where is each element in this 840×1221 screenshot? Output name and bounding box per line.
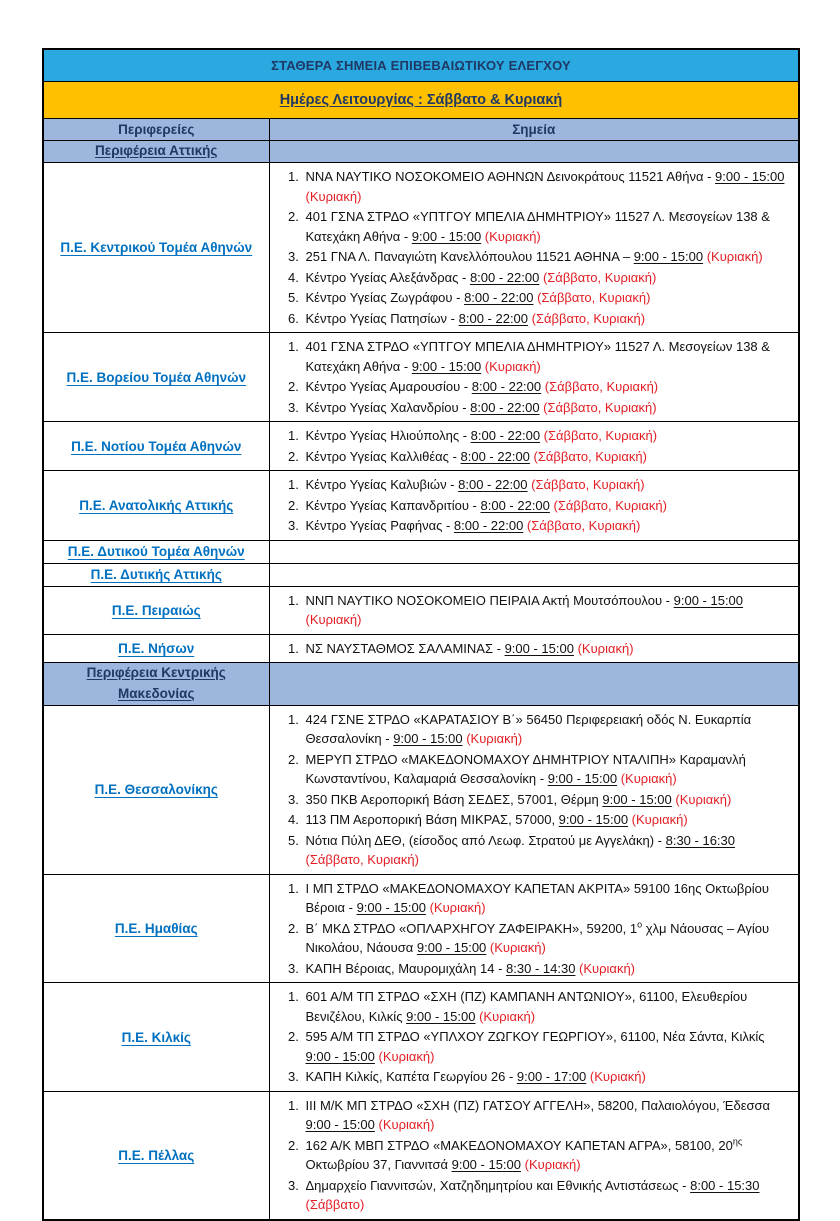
point-days: (Σάββατο, Κυριακή) <box>527 477 645 492</box>
region-link[interactable]: Π.Ε. Κιλκίς <box>121 1029 191 1045</box>
point-text: ΝΝΑ ΝΑΥΤΙΚΟ ΝΟΣΟΚΟΜΕΙΟ ΑΘΗΝΩΝ Δεινοκράτους 11521 Αθήνα - <box>305 169 716 184</box>
point-hours: 9:00 - 15:00 <box>602 791 672 807</box>
point-days: (Σάββατο) <box>305 1197 365 1213</box>
point-text: χλμ Νάουσας – Αγίου Νικολάου, Νάουσα <box>305 920 770 956</box>
point-days: (Σάββατο, Κυριακή) <box>533 290 651 305</box>
point-days: (Σάββατο, Κυριακή) <box>540 428 658 443</box>
section-header-cell <box>43 663 269 706</box>
points-cell <box>269 163 799 333</box>
point-hours: 9:00 - 15:00 <box>406 1008 476 1024</box>
point-hours: 9:00 - 15:00 <box>356 900 426 916</box>
points-list <box>270 426 791 466</box>
point-days: (Σάββατο, Κυριακή) <box>539 269 657 285</box>
region-link[interactable]: Π.Ε. Δυτικού Τομέα Αθηνών <box>67 544 245 559</box>
point-text: 401 ΓΣΝΑ ΣΤΡΔΟ «ΥΠΤΓΟΥ ΜΠΕΛΙΑ ΔΗΜΗΤΡΙΟΥ» 11527 Λ. Μεσογείων 138 & Κατεχάκη Αθήνα - <box>305 339 770 374</box>
subtitle-row <box>43 82 799 119</box>
point-days: (Κυριακή) <box>475 1008 536 1024</box>
point-text: ΜΕΡΥΠ ΣΤΡΔΟ «ΜΑΚΕΔΟΝΟΜΑΧΟΥ ΔΗΜΗΤΡΙΟΥ ΝΤΑΛΙΠΗ» Καραμανλή Κωνσταντίνου, Καλαμαριά Θεσσαλονίκη - <box>305 751 746 787</box>
table-row <box>43 563 799 586</box>
region-cell <box>43 333 269 422</box>
point-text: ΙΙΙ Μ/Κ ΜΠ ΣΤΡΔΟ «ΣΧΗ (ΠΖ) ΓΑΤΣΟΥ ΑΓΓΕΛΗ», 58200, Παλαιολόγου, Έδεσσα <box>305 1097 771 1113</box>
region-link[interactable]: Π.Ε. Βορείου Τομέα Αθηνών <box>66 369 246 385</box>
title-row <box>43 49 799 82</box>
points-cell <box>269 1091 799 1220</box>
point-hours: 9:00 - 15:00 <box>411 358 482 374</box>
point-text: Κέντρο Υγείας Αλεξάνδρας - <box>305 269 470 285</box>
point-hours: 9:00 - 15:00 <box>673 592 744 608</box>
point-days: (Κυριακή) <box>481 228 541 244</box>
point-text: 113 ΠΜ Αεροπορική Βάση ΜΙΚΡΑΣ, 57000, <box>305 812 559 828</box>
point-hours: 8:00 - 22:00 <box>480 497 550 513</box>
point-days: (Σάββατο, Κυριακή) <box>529 448 647 464</box>
point-item <box>303 831 791 870</box>
column-header-regions: Περιφερείες <box>43 119 269 141</box>
point-days: (Κυριακή) <box>573 640 634 656</box>
point-text: 595 Α/Μ ΤΠ ΣΤΡΔΟ «ΥΠΛΧΟΥ ΖΩΓΚΟΥ ΓΕΩΡΓΙΟΥ», 61100, Νέα Σάντα, Κιλκίς <box>305 1029 765 1045</box>
operating-days-banner <box>43 82 799 119</box>
point-text: ης <box>732 1136 743 1147</box>
points-list <box>270 475 791 536</box>
point-days: (Σάββατο, Κυριακή) <box>539 399 657 415</box>
point-hours: 9:00 - 15:00 <box>393 731 463 747</box>
region-cell <box>43 983 269 1092</box>
point-item <box>303 268 791 288</box>
point-hours: 8:00 - 22:00 <box>453 518 524 533</box>
points-list <box>270 337 791 417</box>
region-link[interactable]: Π.Ε. Θεσσαλονίκης <box>94 782 218 798</box>
point-item <box>303 1096 791 1135</box>
page-title: ΣΤΑΘΕΡΑ ΣΗΜΕΙΑ ΕΠΙΒΕΒΑΙΩΤΙΚΟΥ ΕΛΕΓΧΟΥ <box>43 49 799 82</box>
point-item <box>303 790 791 810</box>
point-hours: 8:30 - 16:30 <box>665 832 735 848</box>
table-row <box>43 163 799 333</box>
points-cell <box>269 471 799 541</box>
point-text: Κέντρο Υγείας Καπανδριτίου - <box>305 497 481 513</box>
point-hours: 9:00 - 15:00 <box>633 249 704 264</box>
point-item <box>303 398 791 418</box>
point-days: (Κυριακή) <box>462 731 523 747</box>
region-cell <box>43 471 269 541</box>
region-link[interactable]: Π.Ε. Πειραιώς <box>111 602 201 618</box>
point-hours: 8:00 - 15:30 <box>690 1177 760 1193</box>
region-link[interactable]: Π.Ε. Ανατολικής Αττικής <box>79 497 234 513</box>
region-cell <box>43 634 269 663</box>
point-days: (Κυριακή) <box>481 358 541 374</box>
point-text: Κέντρο Υγείας Καλλιθέας - <box>305 448 461 464</box>
points-list <box>270 167 791 328</box>
table-row <box>43 333 799 422</box>
point-item <box>303 750 791 789</box>
point-text: ο <box>637 919 643 930</box>
point-hours: 8:00 - 22:00 <box>458 310 529 326</box>
point-days: (Κυριακή) <box>374 1117 435 1133</box>
point-hours: 9:00 - 15:00 <box>451 1157 521 1173</box>
table-row <box>43 586 799 634</box>
point-text: Κέντρο Υγείας Καλυβιών - <box>305 477 459 492</box>
points-list <box>270 591 791 630</box>
point-item <box>303 919 791 958</box>
point-days: (Κυριακή) <box>703 249 763 264</box>
point-item <box>303 288 791 308</box>
points-cell <box>269 874 799 983</box>
point-text: Κέντρο Υγείας Χαλανδρίου - <box>305 399 471 415</box>
point-text: 424 ΓΣΝΕ ΣΤΡΔΟ «ΚΑΡΑΤΑΣΙΟΥ Β΄» 56450 Περιφερειακή οδός Ν. Ευκαρπία Θεσσαλονίκη - <box>305 711 752 747</box>
column-header-row <box>43 119 799 141</box>
region-link[interactable]: Π.Ε. Ημαθίας <box>114 921 198 937</box>
point-item <box>303 1067 791 1087</box>
point-days: (Σάββατο, Κυριακή) <box>305 852 419 868</box>
table-row <box>43 540 799 563</box>
points-list <box>270 639 791 659</box>
point-item <box>303 496 791 516</box>
point-days: (Σάββατο, Κυριακή) <box>523 518 641 533</box>
point-days: (Σάββατο, Κυριακή) <box>549 497 667 513</box>
section-header-empty-cell <box>269 141 799 163</box>
point-hours: 8:00 - 22:00 <box>464 290 534 305</box>
point-item <box>303 377 791 397</box>
point-hours: 8:00 - 22:00 <box>471 379 542 394</box>
point-days: (Σάββατο, Κυριακή) <box>541 379 659 394</box>
point-item <box>303 959 791 979</box>
table-row <box>43 634 799 663</box>
point-text: Οκτωβρίου 37, Γιαννιτσά <box>305 1157 452 1173</box>
point-hours: 9:00 - 15:00 <box>504 640 574 656</box>
point-item <box>303 591 791 630</box>
point-text: Κέντρο Υγείας Ηλιούπολης - <box>305 428 471 443</box>
section-header-empty-cell <box>269 663 799 706</box>
points-list <box>270 987 791 1087</box>
point-hours: 9:00 - 15:00 <box>305 1048 375 1064</box>
point-days: (Κυριακή) <box>617 771 677 787</box>
point-item <box>303 1136 791 1175</box>
points-cell <box>269 333 799 422</box>
point-hours: 9:00 - 17:00 <box>516 1069 587 1085</box>
point-text: Ι ΜΠ ΣΤΡΔΟ «ΜΑΚΕΔΟΝΟΜΑΧΟΥ ΚΑΠΕΤΑΝ ΑΚΡΙΤΑ» 59100 16ης Οκτωβρίου Βέροια - <box>305 880 769 916</box>
points-list <box>270 1096 791 1215</box>
region-cell <box>43 163 269 333</box>
point-item <box>303 167 791 206</box>
point-days: (Κυριακή) <box>305 188 362 204</box>
point-days: (Κυριακή) <box>586 1069 646 1085</box>
point-days: (Κυριακή) <box>521 1157 581 1173</box>
point-hours: 8:00 - 22:00 <box>470 399 540 415</box>
point-item <box>303 426 791 446</box>
region-cell <box>43 874 269 983</box>
point-days: (Κυριακή) <box>628 812 688 828</box>
point-item <box>303 1176 791 1215</box>
point-text: Νότια Πύλη ΔΕΘ, (είσοδος από Λεωφ. Στρατού με Αγγελάκη) - <box>305 832 666 848</box>
region-cell <box>43 705 269 874</box>
region-cell <box>43 422 269 471</box>
point-days: (Κυριακή) <box>374 1048 435 1064</box>
region-link[interactable]: Π.Ε. Νήσων <box>118 640 195 656</box>
operating-days-text: Ημέρες Λειτουργίας : Σάββατο & Κυριακή <box>279 92 563 108</box>
point-text: ΚΑΠΗ Βέροιας, Μαυρομιχάλη 14 - <box>305 960 507 976</box>
point-days: (Κυριακή) <box>425 900 486 916</box>
points-cell <box>269 563 799 586</box>
table-body <box>43 141 799 1220</box>
region-link[interactable]: Π.Ε. Δυτικής Αττικής <box>90 567 222 582</box>
point-text: Κέντρο Υγείας Αμαρουσίου - <box>305 379 472 394</box>
points-list <box>270 710 791 870</box>
point-text: ΝΝΠ ΝΑΥΤΙΚΟ ΝΟΣΟΚΟΜΕΙΟ ΠΕΙΡΑΙΑ Ακτή Μουτσόπουλου - <box>305 592 674 608</box>
table-row <box>43 705 799 874</box>
table-row <box>43 1091 799 1220</box>
point-item <box>303 710 791 749</box>
points-cell <box>269 705 799 874</box>
point-item <box>303 447 791 467</box>
table-row <box>43 983 799 1092</box>
point-days: (Κυριακή) <box>575 960 636 976</box>
point-item <box>303 247 791 267</box>
section-header-row <box>43 663 799 706</box>
point-days: (Κυριακή) <box>305 612 362 627</box>
point-item <box>303 1027 791 1066</box>
point-text: Κέντρο Υγείας Πατησίων - <box>305 310 459 326</box>
point-hours: 8:30 - 14:30 <box>506 960 576 976</box>
checkpoints-table <box>42 48 800 1221</box>
region-link[interactable]: Π.Ε. Κεντρικού Τομέα Αθηνών <box>60 240 253 255</box>
point-hours: 9:00 - 15:00 <box>558 812 629 828</box>
point-days: (Κυριακή) <box>671 791 732 807</box>
point-item <box>303 987 791 1026</box>
points-list <box>270 879 791 979</box>
points-cell <box>269 983 799 1092</box>
point-text: 601 Α/Μ ΤΠ ΣΤΡΔΟ «ΣΧΗ (ΠΖ) ΚΑΜΠΑΝΗ ΑΝΤΩΝΙΟΥ», 61100, Ελευθερίου Βενιζέλου, Κιλκίς <box>305 989 748 1024</box>
points-cell <box>269 422 799 471</box>
point-item <box>303 207 791 246</box>
table-row <box>43 471 799 541</box>
point-hours: 9:00 - 15:00 <box>305 1117 375 1133</box>
point-hours: 8:00 - 22:00 <box>458 477 528 492</box>
point-days: (Κυριακή) <box>486 940 546 956</box>
point-text: 162 Α/Κ ΜΒΠ ΣΤΡΔΟ «ΜΑΚΕΔΟΝΟΜΑΧΟΥ ΚΑΠΕΤΑΝ ΑΓΡΑ», 58100, 20 <box>305 1137 733 1153</box>
point-item <box>303 879 791 918</box>
point-text: Κέντρο Υγείας Ζωγράφου - <box>305 290 465 305</box>
column-header-points: Σημεία <box>269 119 799 141</box>
point-item <box>303 475 791 495</box>
point-hours: 8:00 - 22:00 <box>469 269 540 285</box>
section-header-row <box>43 141 799 163</box>
point-text: ΝΣ ΝΑΥΣΤΑΘΜΟΣ ΣΑΛΑΜΙΝΑΣ - <box>305 640 505 656</box>
point-item <box>303 337 791 376</box>
section-header-label: Περιφέρεια Αττικής <box>95 143 218 159</box>
region-cell <box>43 563 269 586</box>
point-item <box>303 639 791 659</box>
point-text: 401 ΓΣΝΑ ΣΤΡΔΟ «ΥΠΤΓΟΥ ΜΠΕΛΙΑ ΔΗΜΗΤΡΙΟΥ» 11527 Λ. Μεσογείων 138 & Κατεχάκη Αθήνα - <box>305 209 770 244</box>
point-days: (Σάββατο, Κυριακή) <box>528 310 646 326</box>
points-cell <box>269 586 799 634</box>
region-cell <box>43 540 269 563</box>
point-item <box>303 309 791 329</box>
point-text: Δημαρχείο Γιαννιτσών, Χατζηδημητρίου και Εθνικής Αντιστάσεως - <box>305 1177 691 1193</box>
point-text: Κέντρο Υγείας Ραφήνας - <box>305 518 454 533</box>
region-link[interactable]: Π.Ε. Πέλλας <box>118 1147 195 1163</box>
section-header-label: Περιφέρεια Κεντρικής Μακεδονίας <box>86 665 226 701</box>
points-cell <box>269 540 799 563</box>
point-hours: 9:00 - 15:00 <box>411 228 482 244</box>
point-hours: 8:00 - 22:00 <box>470 428 541 443</box>
point-hours: 8:00 - 22:00 <box>460 448 530 464</box>
table-row <box>43 422 799 471</box>
points-cell <box>269 634 799 663</box>
point-text: 251 ΓΝΑ Λ. Παναγιώτη Κανελλόπουλου 11521 ΑΘΗΝΑ – <box>305 249 634 264</box>
section-header-cell <box>43 141 269 163</box>
point-item <box>303 810 791 830</box>
point-hours: 9:00 - 15:00 <box>547 771 618 787</box>
table-row <box>43 874 799 983</box>
point-hours: 9:00 - 15:00 <box>416 940 487 956</box>
point-text: Β΄ ΜΚΔ ΣΤΡΔΟ «ΟΠΛΑΡΧΗΓΟΥ ΖΑΦΕΙΡΑΚΗ», 59200, 1 <box>305 920 638 936</box>
region-cell <box>43 1091 269 1220</box>
point-hours: 9:00 - 15:00 <box>715 169 785 184</box>
region-cell <box>43 586 269 634</box>
point-text: 350 ΠΚΒ Αεροπορική Βάση ΣΕΔΕΣ, 57001, Θέρμη <box>305 791 603 807</box>
region-link[interactable]: Π.Ε. Νοτίου Τομέα Αθηνών <box>71 438 242 454</box>
point-text: ΚΑΠΗ Κιλκίς, Καπέτα Γεωργίου 26 - <box>305 1069 517 1085</box>
point-item <box>303 516 791 536</box>
